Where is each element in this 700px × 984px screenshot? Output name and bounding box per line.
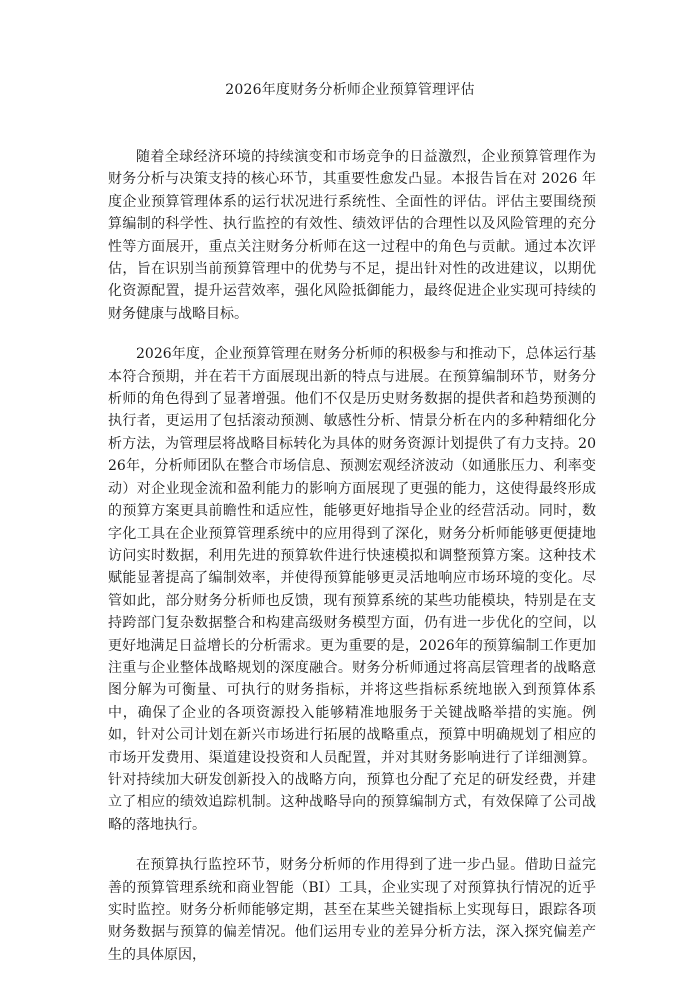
document-title: 2026年度财务分析师企业预算管理评估: [225, 82, 475, 98]
document-body: [108, 146, 596, 984]
paragraph-1: 随着全球经济环境的持续演变和市场竞争的日益激烈，企业预算管理作为财务分析与决策支持的核心环节，其重要性愈发凸显。本报告旨在对 2026 年度企业预算管理体系的运行状况进行系统性、全面性的评估。评估主要围绕预算编制的科学性、执行监控的有效性、绩效评估的合理性以及风险管理的充分性等方面展开，重点关注财务分析师在这一过程中的角色与贡献。通过本次评估，旨在识别当前预算管理中的优势与不足，提出针对性的改进建议，以期优化资源配置，提升运营效率，强化风险抵御能力，最终促进企业实现可持续的财务健康与战略目标。: [108, 149, 596, 322]
paragraph-2: 2026年度，企业预算管理在财务分析师的积极参与和推动下，总体运行基本符合预期，并在若干方面展现出新的特点与进展。在预算编制环节，财务分析师的角色得到了显著增强。他们不仅是历史财务数据的提供者和趋势预测的执行者，更运用了包括滚动预测、敏感性分析、情景分析在内的多种精细化分析方法，为管理层将战略目标转化为具体的财务资源计划提供了有力支持。2026年，分析师团队在整合市场信息、预测宏观经济波动（如通胀压力、利率变动）对企业现金流和盈利能力的影响方面展现了更强的能力，这使得最终形成的预算方案更具前瞻性和适应性，能够更好地指导企业的经营活动。同时，数字化工具在企业预算管理系统中的应用得到了深化，财务分析师能够更便捷地访问实时数据，利用先进的预算软件进行快速模拟和调整预算方案。这种技术赋能显著提高了编制效率，并使得预算能够更灵活地响应市场环境的变化。尽管如此，部分财务分析师也反馈，现有预算系统的某些功能模块，特别是在支持跨部门复杂数据整合和构建高级财务模型方面，仍有进一步优化的空间，以更好地满足日益增长的分析需求。更为重要的是，2026年的预算编制工作更加注重与企业整体战略规划的深度融合。财务分析师通过将高层管理者的战略意图分解为可衡量、可执行的财务指标，并将这些指标系统地嵌入到预算体系中，确保了企业的各项资源投入能够精准地服务于关键战略举措的实施。例如，针对公司计划在新兴市场进行拓展的战略重点，预算中明确规划了相应的市场开发费用、渠道建设投资和人员配置，并对其财务影响进行了详细测算。针对持续加大研发创新投入的战略方向，预算也分配了充足的研发经费，并建立了相应的绩效追踪机制。这种战略导向的预算编制方式，有效保障了公司战略的落地执行。: [108, 346, 596, 833]
paragraph-3: 在预算执行监控环节，财务分析师的作用得到了进一步凸显。借助日益完善的预算管理系统和商业智能（BI）工具，企业实现了对预算执行情况的近乎实时监控。财务分析师能够定期，甚至在某些关键指标上实现每日，跟踪各项财务数据与预算的偏差情况。他们运用专业的差异分析方法，深入探究偏差产生的具体原因，: [108, 857, 596, 963]
